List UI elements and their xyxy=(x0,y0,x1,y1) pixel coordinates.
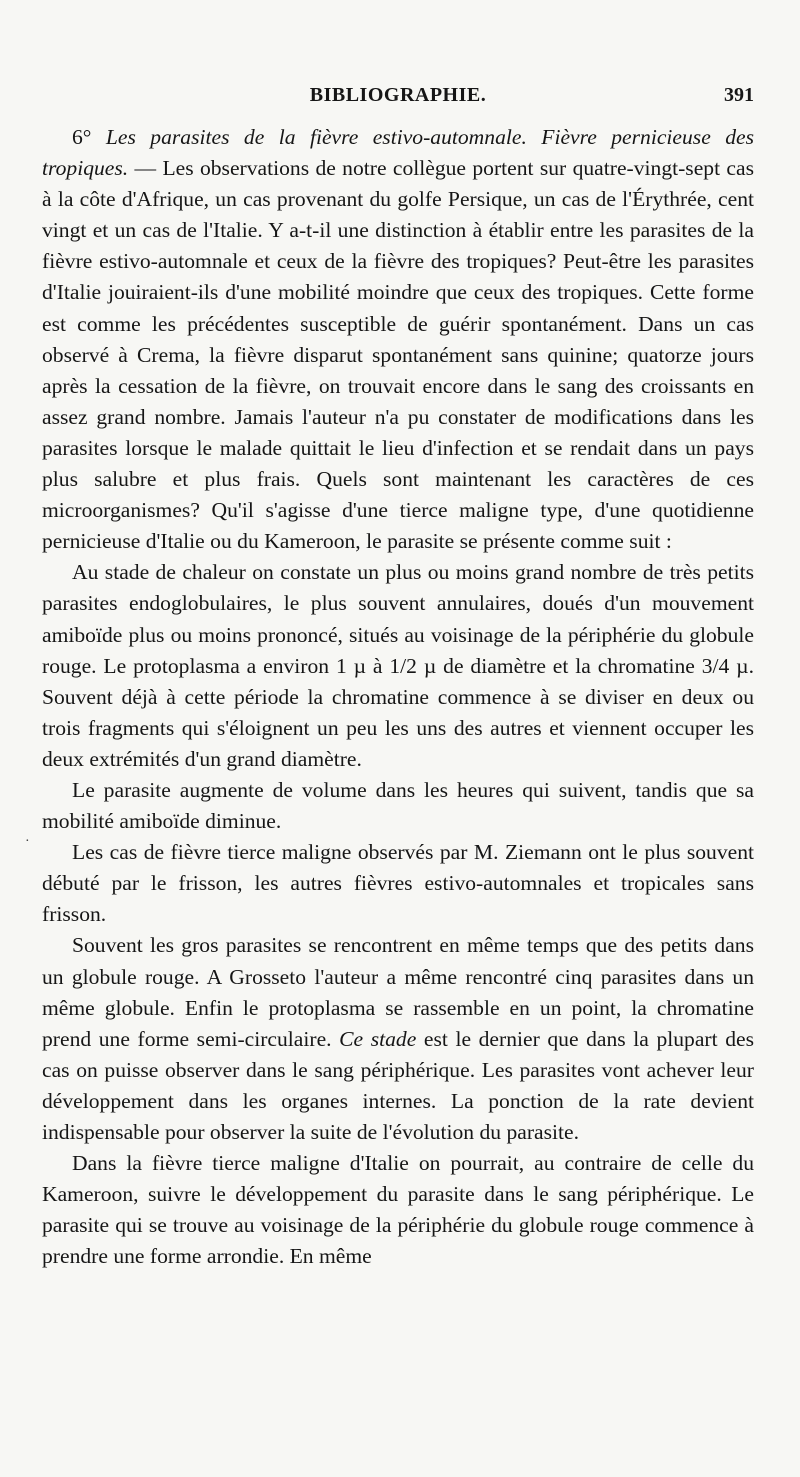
section-title: Les parasites de la fièvre estivo-automnale. Fièvre pernicieuse des tropiques. xyxy=(42,125,754,181)
paragraph-5-italic: Ce stade xyxy=(339,1026,417,1051)
paragraph-5-end: est le dernier que dans la plupart des cas on puisse observer dans le sang périphérique. Les parasites vont achever leur développement dans les organes internes. La ponction de la rate devient indispensable pour observer la suite de l'évolution du parasite. xyxy=(42,1026,754,1144)
body-text xyxy=(42,122,754,1272)
running-title: BIBLIOGRAPHIE. xyxy=(309,84,487,106)
page-number: 391 xyxy=(724,84,754,106)
paragraph-2: Au stade de chaleur on constate un plus ou moins grand nombre de très petits parasites endoglobulaires, le plus souvent annulaires, doués d'un mouvement amiboïde plus ou moins prononcé, situés au voisinage de la périphérie du globule rouge. Le protoplasma a environ 1 µ à 1/2 µ de diamètre et la chromatine 3/4 µ. Souvent déjà à cette période la chromatine commence à se diviser en deux ou trois fragments qui s'éloignent un peu les uns des autres et viennent occuper les deux extrémités d'un grand diamètre. xyxy=(42,560,754,771)
paragraph-5 xyxy=(42,930,754,1148)
margin-dot: · xyxy=(25,834,30,849)
page-header xyxy=(42,84,754,112)
paragraph-5-start: Souvent les gros parasites se rencontrent en même temps que des petits dans un globule rouge. A Grosseto l'auteur a même rencontré cinq parasites dans un même globule. Enfin le protoplasma se rassemble en un point, la chromatine prend une forme semi-circulaire. xyxy=(42,933,754,1051)
paragraph-6: Dans la fièvre tierce maligne d'Italie on pourrait, au contraire de celle du Kameroon, suivre le développement du parasite dans le sang périphérique. Le parasite qui se trouve au voisinage de la périphérie du globule rouge commence à prendre une forme arrondie. En même xyxy=(42,1151,754,1269)
paragraph-4: Les cas de fièvre tierce maligne observés par M. Ziemann ont le plus souvent débuté par le frisson, les autres fièvres estivo-automnales et tropicales sans frisson. xyxy=(42,840,754,927)
section-number: 6° xyxy=(72,125,92,149)
section-dash: — xyxy=(128,156,163,181)
paragraph-1 xyxy=(42,122,754,557)
paragraph-1-body: Les observations de notre collègue portent sur quatre-vingt-sept cas à la côte d'Afrique, un cas provenant du golfe Persique, un cas de l'Érythrée, cent vingt et un cas de l'Italie. Y a-t-il une distinction à établir entre les parasites de la fièvre estivo-automnale et ceux de la fièvre des tropiques? Peut-être les parasites d'Italie jouiraient-ils d'une mobilité moindre que ceux des tropiques. Cette forme est comme les précédentes susceptible de guérir spontanément. Dans un cas observé à Crema, la fièvre disparut spontanément sans quinine; quatorze jours après la cessation de la fièvre, on trouvait encore dans le sang des croissants en assez grand nombre. Jamais l'auteur n'a pu constater de modifications dans les parasites lorsque le malade quittait le lieu d'infection et se rendait dans un pays plus salubre et plus frais. Quels sont maintenant les caractères de ces microorganismes? Qu'il s'agisse d'une tierce maligne type, d'une quotidienne pernicieuse d'Italie ou du Kameroon, le parasite se présente comme suit : xyxy=(42,156,754,554)
paragraph-3: Le parasite augmente de volume dans les heures qui suivent, tandis que sa mobilité amiboïde diminue. xyxy=(42,777,754,834)
